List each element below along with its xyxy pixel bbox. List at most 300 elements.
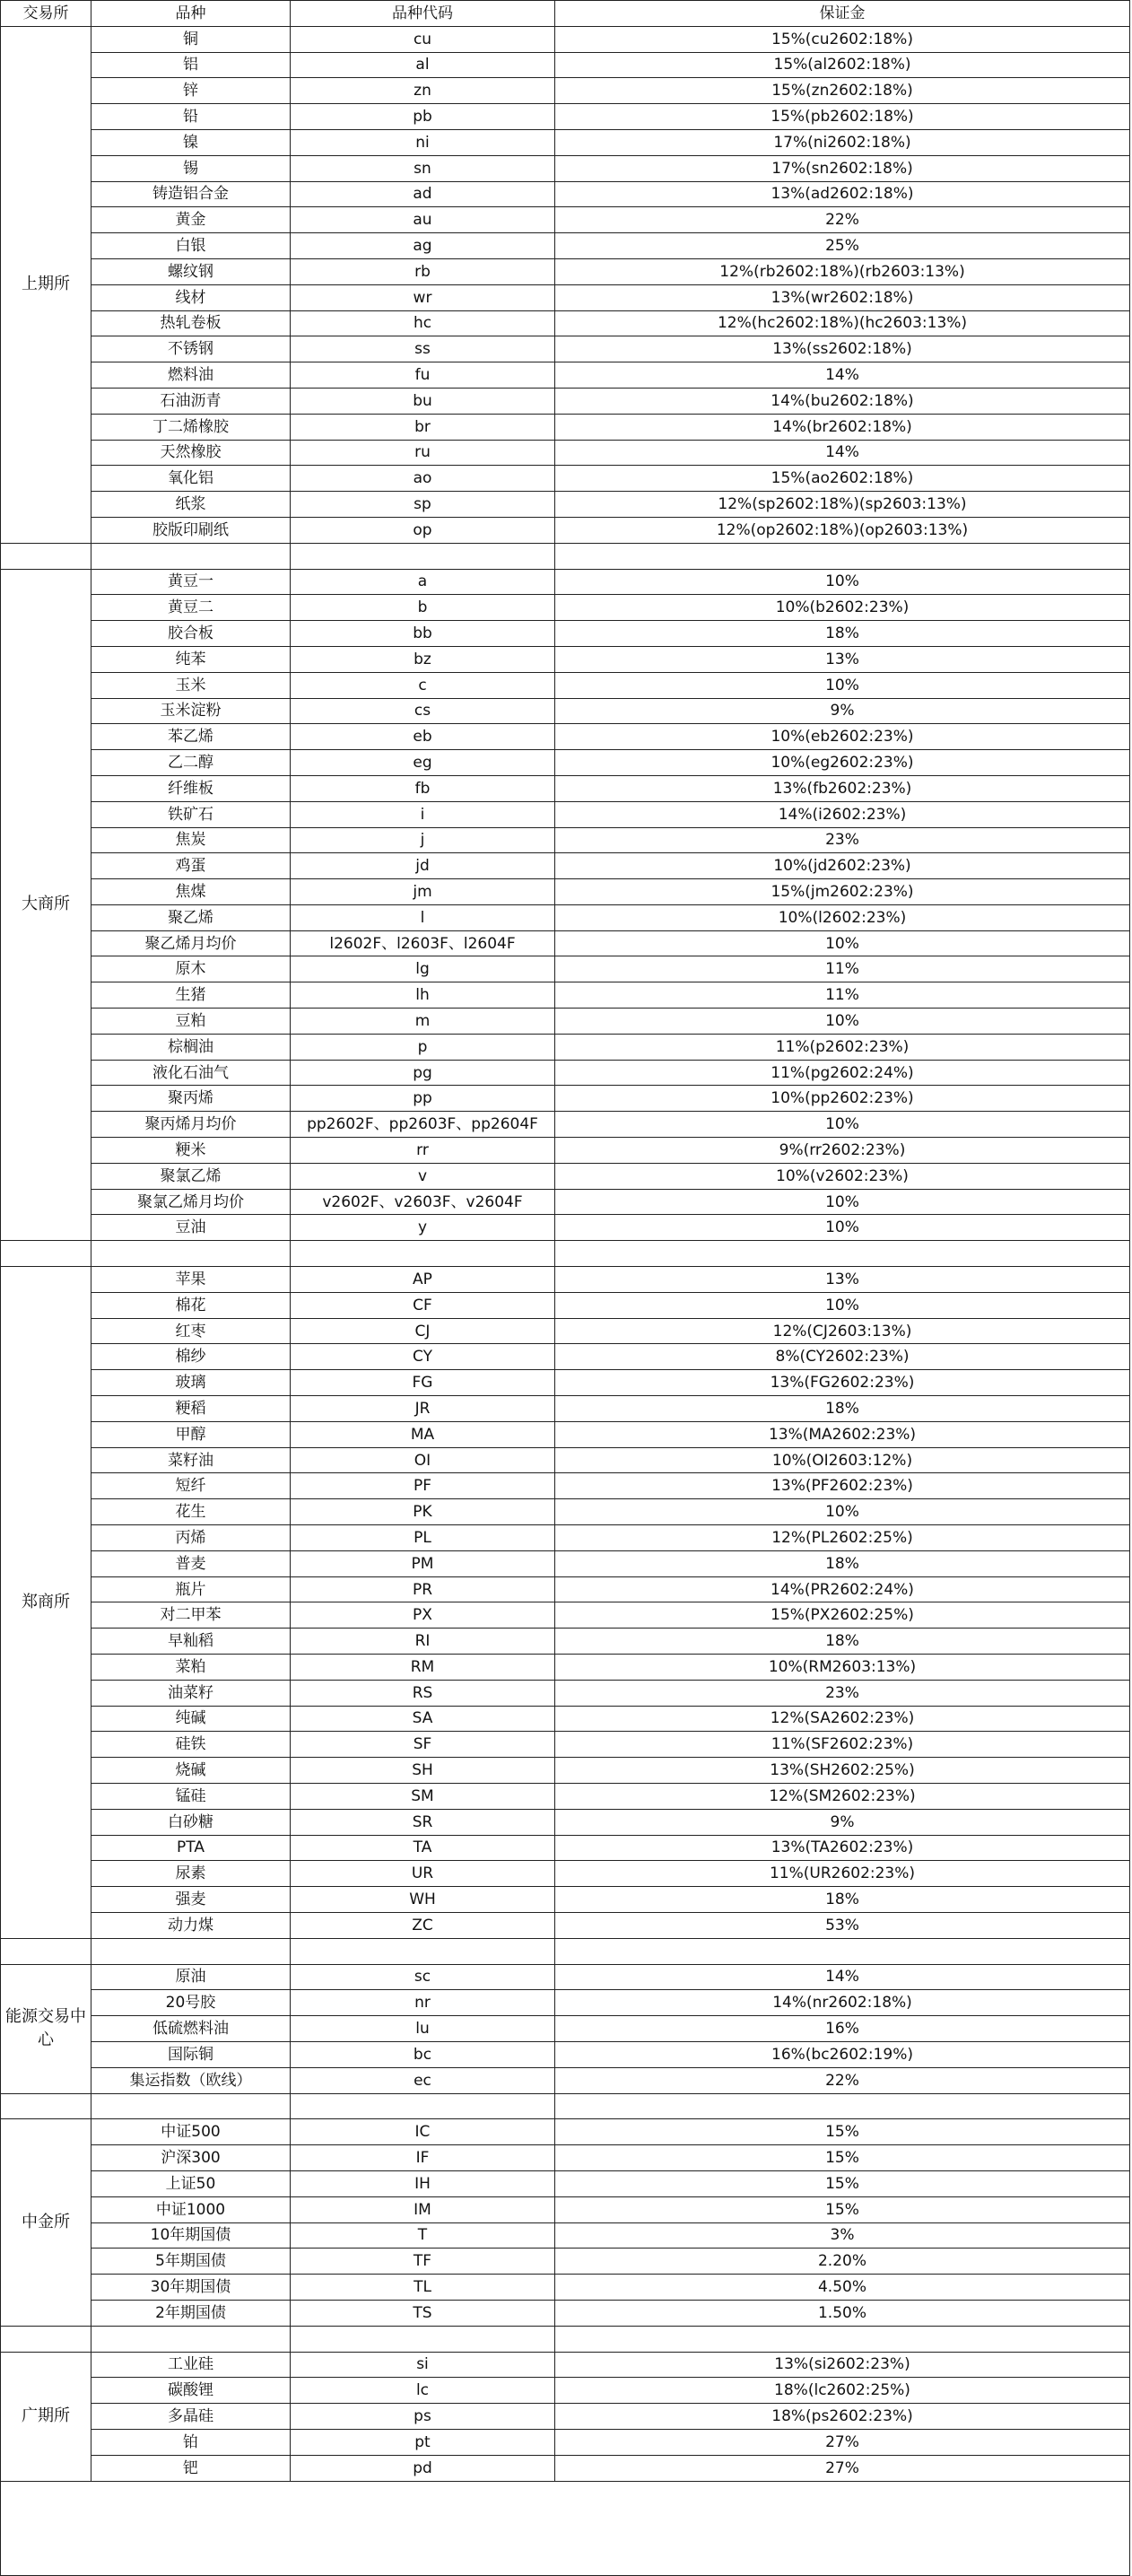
margin-cell: 14%(br2602:18%) <box>555 414 1130 440</box>
code-cell: IH <box>291 2170 555 2196</box>
empty-cell <box>555 1938 1130 1964</box>
code-cell: jm <box>291 879 555 905</box>
margin-cell: 13%(ss2602:18%) <box>555 336 1130 362</box>
variety-cell: 胶版印刷纸 <box>91 517 291 543</box>
table-row <box>1 1138 1130 1164</box>
code-cell: op <box>291 517 555 543</box>
table-row <box>1 26 1130 52</box>
exchange-cell: 大商所 <box>1 569 91 1241</box>
table-row <box>1 2404 1130 2430</box>
empty-cell <box>1 543 91 569</box>
table-row <box>1 258 1130 284</box>
margin-cell: 9% <box>555 1809 1130 1835</box>
margin-cell: 10% <box>555 672 1130 698</box>
code-cell: CJ <box>291 1318 555 1344</box>
variety-cell: 玉米淀粉 <box>91 698 291 724</box>
margin-cell: 10%(eg2602:23%) <box>555 750 1130 776</box>
margin-cell: 18% <box>555 1629 1130 1655</box>
variety-cell: 铝 <box>91 52 291 78</box>
code-cell: sn <box>291 155 555 181</box>
code-cell: RM <box>291 1655 555 1681</box>
margin-cell: 4.50% <box>555 2275 1130 2301</box>
variety-cell: 热轧卷板 <box>91 310 291 336</box>
header-variety: 品种 <box>91 1 291 27</box>
margin-cell: 27% <box>555 2429 1130 2455</box>
code-cell: SR <box>291 1809 555 1835</box>
code-cell: SM <box>291 1783 555 1809</box>
variety-cell: 瓶片 <box>91 1576 291 1602</box>
variety-cell: 螺纹钢 <box>91 258 291 284</box>
margin-cell: 13%(ad2602:18%) <box>555 181 1130 207</box>
code-cell: fu <box>291 362 555 389</box>
code-cell: CF <box>291 1292 555 1318</box>
margin-cell: 11% <box>555 982 1130 1009</box>
table-row <box>1 2222 1130 2249</box>
table-row <box>1 1060 1130 1086</box>
variety-cell: 氧化铝 <box>91 466 291 492</box>
table-row <box>1 466 1130 492</box>
table-row <box>1 1680 1130 1706</box>
empty-cell <box>555 2093 1130 2119</box>
variety-cell: 燃料油 <box>91 362 291 389</box>
variety-cell: 中证1000 <box>91 2196 291 2222</box>
variety-cell: 粳稻 <box>91 1396 291 1422</box>
table-row <box>1 1809 1130 1835</box>
code-cell: ni <box>291 129 555 155</box>
margin-cell: 15%(ao2602:18%) <box>555 466 1130 492</box>
margin-cell: 12%(CJ2603:13%) <box>555 1318 1130 1344</box>
code-cell: TL <box>291 2275 555 2301</box>
table-row <box>1 698 1130 724</box>
table-row <box>1 1163 1130 1189</box>
empty-cell <box>91 543 291 569</box>
table-row <box>1 129 1130 155</box>
table-row <box>1 879 1130 905</box>
margin-cell: 14%(nr2602:18%) <box>555 1990 1130 2016</box>
code-cell: v <box>291 1163 555 1189</box>
margin-cell: 13%(si2602:23%) <box>555 2352 1130 2378</box>
variety-cell: 聚乙烯月均价 <box>91 930 291 956</box>
variety-cell: 集运指数（欧线） <box>91 2067 291 2093</box>
variety-cell: 黄豆一 <box>91 569 291 595</box>
margin-cell: 10%(RM2603:13%) <box>555 1655 1130 1681</box>
margin-cell: 16%(bc2602:19%) <box>555 2041 1130 2067</box>
code-cell: v2602F、v2603F、v2604F <box>291 1189 555 1215</box>
exchange-cell: 中金所 <box>1 2119 91 2326</box>
variety-cell: 鸡蛋 <box>91 853 291 879</box>
empty-cell <box>1 2093 91 2119</box>
margin-cell: 14% <box>555 362 1130 389</box>
variety-cell: 红枣 <box>91 1318 291 1344</box>
code-cell: T <box>291 2222 555 2249</box>
code-cell: RS <box>291 1680 555 1706</box>
table-row <box>1 853 1130 879</box>
variety-cell: 普麦 <box>91 1550 291 1576</box>
margin-cell: 13%(wr2602:18%) <box>555 284 1130 310</box>
variety-cell: 烧碱 <box>91 1758 291 1784</box>
table-row <box>1 724 1130 750</box>
table-row <box>1 310 1130 336</box>
margin-cell: 17%(sn2602:18%) <box>555 155 1130 181</box>
margin-cell: 3% <box>555 2222 1130 2249</box>
empty-cell <box>1 2481 1130 2575</box>
table-row <box>1 827 1130 853</box>
margin-cell: 11%(UR2602:23%) <box>555 1861 1130 1887</box>
code-cell: bu <box>291 388 555 414</box>
table-row <box>1 1576 1130 1602</box>
variety-cell: 白银 <box>91 233 291 259</box>
code-cell: bc <box>291 2041 555 2067</box>
code-cell: b <box>291 595 555 621</box>
code-cell: ao <box>291 466 555 492</box>
code-cell: fb <box>291 775 555 801</box>
empty-cell <box>1 1938 91 1964</box>
table-row <box>1 284 1130 310</box>
variety-cell: 线材 <box>91 284 291 310</box>
margin-cell: 12%(SM2602:23%) <box>555 1783 1130 1809</box>
table-row <box>1 595 1130 621</box>
spacer-row <box>1 2326 1130 2352</box>
code-cell: j <box>291 827 555 853</box>
table-row <box>1 1758 1130 1784</box>
code-cell: SF <box>291 1732 555 1758</box>
table-row <box>1 155 1130 181</box>
margin-cell: 14%(i2602:23%) <box>555 801 1130 827</box>
code-cell: TF <box>291 2249 555 2275</box>
code-cell: JR <box>291 1396 555 1422</box>
table-row <box>1 2170 1130 2196</box>
code-cell: bb <box>291 621 555 647</box>
margin-cell: 17%(ni2602:18%) <box>555 129 1130 155</box>
table-row <box>1 1732 1130 1758</box>
variety-cell: 菜籽油 <box>91 1447 291 1473</box>
code-cell: ec <box>291 2067 555 2093</box>
code-cell: MA <box>291 1421 555 1447</box>
variety-cell: 锌 <box>91 78 291 104</box>
spacer-row <box>1 1241 1130 1267</box>
margin-cell: 15%(pb2602:18%) <box>555 104 1130 130</box>
table-row <box>1 2119 1130 2145</box>
code-cell: m <box>291 1009 555 1035</box>
code-cell: cu <box>291 26 555 52</box>
code-cell: ru <box>291 440 555 466</box>
code-cell: sc <box>291 1964 555 1990</box>
empty-cell <box>91 2326 291 2352</box>
variety-cell: 多晶硅 <box>91 2404 291 2430</box>
table-row <box>1 1912 1130 1938</box>
spacer-row <box>1 2093 1130 2119</box>
margin-cell: 15%(jm2602:23%) <box>555 879 1130 905</box>
table-row <box>1 1447 1130 1473</box>
margin-cell: 10% <box>555 1499 1130 1525</box>
margin-cell: 10%(l2602:23%) <box>555 904 1130 930</box>
table-row <box>1 775 1130 801</box>
margin-cell: 18% <box>555 1887 1130 1913</box>
code-cell: lc <box>291 2378 555 2404</box>
table-row <box>1 233 1130 259</box>
table-row <box>1 621 1130 647</box>
code-cell: pp <box>291 1086 555 1112</box>
variety-cell: 丙烯 <box>91 1525 291 1551</box>
table-row <box>1 207 1130 233</box>
table-row <box>1 1086 1130 1112</box>
table-row <box>1 1990 1130 2016</box>
code-cell: SH <box>291 1758 555 1784</box>
variety-cell: 生猪 <box>91 982 291 1009</box>
variety-cell: 苹果 <box>91 1267 291 1293</box>
margin-cell: 13%(SH2602:25%) <box>555 1758 1130 1784</box>
margin-cell: 53% <box>555 1912 1130 1938</box>
code-cell: UR <box>291 1861 555 1887</box>
table-row <box>1 2455 1130 2481</box>
variety-cell: 油菜籽 <box>91 1680 291 1706</box>
table-row <box>1 1370 1130 1396</box>
code-cell: hc <box>291 310 555 336</box>
margin-cell: 18% <box>555 621 1130 647</box>
table-row <box>1 1499 1130 1525</box>
variety-cell: 早籼稻 <box>91 1629 291 1655</box>
table-row <box>1 1861 1130 1887</box>
table-row <box>1 1525 1130 1551</box>
variety-cell: 原木 <box>91 956 291 982</box>
table-row <box>1 2300 1130 2326</box>
variety-cell: 菜粕 <box>91 1655 291 1681</box>
variety-cell: 甲醇 <box>91 1421 291 1447</box>
header-code: 品种代码 <box>291 1 555 27</box>
table-row <box>1 1009 1130 1035</box>
code-cell: RI <box>291 1629 555 1655</box>
table-row <box>1 1318 1130 1344</box>
table-row <box>1 1964 1130 1990</box>
exchange-cell: 能源交易中心 <box>1 1964 91 2093</box>
variety-cell: 聚丙烯月均价 <box>91 1112 291 1138</box>
table-row <box>1 104 1130 130</box>
variety-cell: 碳酸锂 <box>91 2378 291 2404</box>
variety-cell: 沪深300 <box>91 2145 291 2171</box>
margin-cell: 11%(p2602:23%) <box>555 1034 1130 1060</box>
margin-cell: 18%(ps2602:23%) <box>555 2404 1130 2430</box>
margin-cell: 14% <box>555 440 1130 466</box>
variety-cell: 焦炭 <box>91 827 291 853</box>
margin-cell: 1.50% <box>555 2300 1130 2326</box>
variety-cell: 黄金 <box>91 207 291 233</box>
margin-cell: 13%(TA2602:23%) <box>555 1835 1130 1861</box>
margin-cell: 12%(hc2602:18%)(hc2603:13%) <box>555 310 1130 336</box>
empty-cell <box>291 2326 555 2352</box>
table-row <box>1 569 1130 595</box>
margin-cell: 10%(v2602:23%) <box>555 1163 1130 1189</box>
table-row <box>1 1473 1130 1499</box>
table-row <box>1 2249 1130 2275</box>
empty-cell <box>91 2093 291 2119</box>
exchange-cell: 广期所 <box>1 2352 91 2481</box>
variety-cell: PTA <box>91 1835 291 1861</box>
table-row <box>1 336 1130 362</box>
code-cell: PL <box>291 1525 555 1551</box>
spacer-row <box>1 1938 1130 1964</box>
margin-cell: 2.20% <box>555 2249 1130 2275</box>
variety-cell: 对二甲苯 <box>91 1602 291 1629</box>
table-row <box>1 646 1130 672</box>
empty-cell <box>555 1241 1130 1267</box>
margin-table-body <box>1 1 1130 2576</box>
margin-cell: 12%(SA2602:23%) <box>555 1706 1130 1732</box>
margin-cell: 27% <box>555 2455 1130 2481</box>
table-row <box>1 1887 1130 1913</box>
margin-cell: 13%(FG2602:23%) <box>555 1370 1130 1396</box>
variety-cell: 5年期国债 <box>91 2249 291 2275</box>
margin-cell: 14%(bu2602:18%) <box>555 388 1130 414</box>
margin-cell: 12%(PL2602:25%) <box>555 1525 1130 1551</box>
code-cell: IM <box>291 2196 555 2222</box>
table-row <box>1 2352 1130 2378</box>
margin-cell: 15%(PX2602:25%) <box>555 1602 1130 1629</box>
variety-cell: 花生 <box>91 1499 291 1525</box>
code-cell: sp <box>291 492 555 518</box>
exchange-cell: 上期所 <box>1 26 91 543</box>
margin-cell: 11% <box>555 956 1130 982</box>
code-cell: si <box>291 2352 555 2378</box>
variety-cell: 2年期国债 <box>91 2300 291 2326</box>
code-cell: p <box>291 1034 555 1060</box>
margin-cell: 22% <box>555 207 1130 233</box>
variety-cell: 棉纱 <box>91 1344 291 1370</box>
margin-cell: 10%(eb2602:23%) <box>555 724 1130 750</box>
variety-cell: 玉米 <box>91 672 291 698</box>
trailing-empty-row <box>1 2481 1130 2575</box>
empty-cell <box>291 1938 555 1964</box>
table-row <box>1 1292 1130 1318</box>
margin-cell: 23% <box>555 1680 1130 1706</box>
variety-cell: 焦煤 <box>91 879 291 905</box>
empty-cell <box>555 2326 1130 2352</box>
variety-cell: 铅 <box>91 104 291 130</box>
variety-cell: 豆粕 <box>91 1009 291 1035</box>
margin-cell: 13%(fb2602:23%) <box>555 775 1130 801</box>
code-cell: br <box>291 414 555 440</box>
table-row <box>1 1215 1130 1241</box>
table-row <box>1 930 1130 956</box>
table-row <box>1 1034 1130 1060</box>
table-row <box>1 2196 1130 2222</box>
variety-cell: 黄豆二 <box>91 595 291 621</box>
margin-cell: 18% <box>555 1396 1130 1422</box>
variety-cell: 30年期国债 <box>91 2275 291 2301</box>
table-row <box>1 414 1130 440</box>
margin-cell: 9% <box>555 698 1130 724</box>
code-cell: ZC <box>291 1912 555 1938</box>
variety-cell: 粳米 <box>91 1138 291 1164</box>
code-cell: nr <box>291 1990 555 2016</box>
variety-cell: 20号胶 <box>91 1990 291 2016</box>
margin-cell: 11%(SF2602:23%) <box>555 1732 1130 1758</box>
variety-cell: 胶合板 <box>91 621 291 647</box>
variety-cell: 镍 <box>91 129 291 155</box>
variety-cell: 国际铜 <box>91 2041 291 2067</box>
margin-cell: 18%(lc2602:25%) <box>555 2378 1130 2404</box>
margin-cell: 23% <box>555 827 1130 853</box>
table-row <box>1 2275 1130 2301</box>
exchange-cell: 郑商所 <box>1 1267 91 1939</box>
empty-cell <box>555 543 1130 569</box>
header-margin: 保证金 <box>555 1 1130 27</box>
variety-cell: 聚氯乙烯 <box>91 1163 291 1189</box>
margin-cell: 10%(pp2602:23%) <box>555 1086 1130 1112</box>
variety-cell: 中证500 <box>91 2119 291 2145</box>
table-row <box>1 2041 1130 2067</box>
code-cell: PF <box>291 1473 555 1499</box>
code-cell: TS <box>291 2300 555 2326</box>
code-cell: wr <box>291 284 555 310</box>
code-cell: a <box>291 569 555 595</box>
variety-cell: 动力煤 <box>91 1912 291 1938</box>
spacer-row <box>1 543 1130 569</box>
code-cell: pb <box>291 104 555 130</box>
table-row <box>1 1189 1130 1215</box>
code-cell: au <box>291 207 555 233</box>
variety-cell: 铁矿石 <box>91 801 291 827</box>
table-row <box>1 440 1130 466</box>
margin-cell: 18% <box>555 1550 1130 1576</box>
margin-cell: 10% <box>555 1189 1130 1215</box>
empty-cell <box>291 1241 555 1267</box>
variety-cell: 棕榈油 <box>91 1034 291 1060</box>
variety-cell: 强麦 <box>91 1887 291 1913</box>
variety-cell: 上证50 <box>91 2170 291 2196</box>
variety-cell: 锰硅 <box>91 1783 291 1809</box>
variety-cell: 短纤 <box>91 1473 291 1499</box>
variety-cell: 低硫燃料油 <box>91 2016 291 2042</box>
table-row <box>1 517 1130 543</box>
table-row <box>1 388 1130 414</box>
variety-cell: 铸造铝合金 <box>91 181 291 207</box>
code-cell: PX <box>291 1602 555 1629</box>
variety-cell: 不锈钢 <box>91 336 291 362</box>
code-cell: l <box>291 904 555 930</box>
table-row <box>1 1835 1130 1861</box>
code-cell: TA <box>291 1835 555 1861</box>
code-cell: lg <box>291 956 555 982</box>
margin-cell: 11%(pg2602:24%) <box>555 1060 1130 1086</box>
margin-cell: 12%(rb2602:18%)(rb2603:13%) <box>555 258 1130 284</box>
table-row <box>1 1344 1130 1370</box>
code-cell: ps <box>291 2404 555 2430</box>
table-row <box>1 2016 1130 2042</box>
margin-cell: 15%(al2602:18%) <box>555 52 1130 78</box>
code-cell: FG <box>291 1370 555 1396</box>
table-row <box>1 1706 1130 1732</box>
margin-cell: 13%(MA2602:23%) <box>555 1421 1130 1447</box>
table-row <box>1 904 1130 930</box>
table-row <box>1 362 1130 389</box>
margin-cell: 25% <box>555 233 1130 259</box>
table-row <box>1 492 1130 518</box>
empty-cell <box>1 1241 91 1267</box>
margin-cell: 15% <box>555 2119 1130 2145</box>
code-cell: ss <box>291 336 555 362</box>
code-cell: PM <box>291 1550 555 1576</box>
variety-cell: 纸浆 <box>91 492 291 518</box>
code-cell: cs <box>291 698 555 724</box>
empty-cell <box>291 2093 555 2119</box>
margin-cell: 15%(cu2602:18%) <box>555 26 1130 52</box>
margin-cell: 10%(b2602:23%) <box>555 595 1130 621</box>
table-row <box>1 1267 1130 1293</box>
table-row <box>1 1396 1130 1422</box>
table-row <box>1 2067 1130 2093</box>
table-row <box>1 1602 1130 1629</box>
variety-cell: 聚氯乙烯月均价 <box>91 1189 291 1215</box>
